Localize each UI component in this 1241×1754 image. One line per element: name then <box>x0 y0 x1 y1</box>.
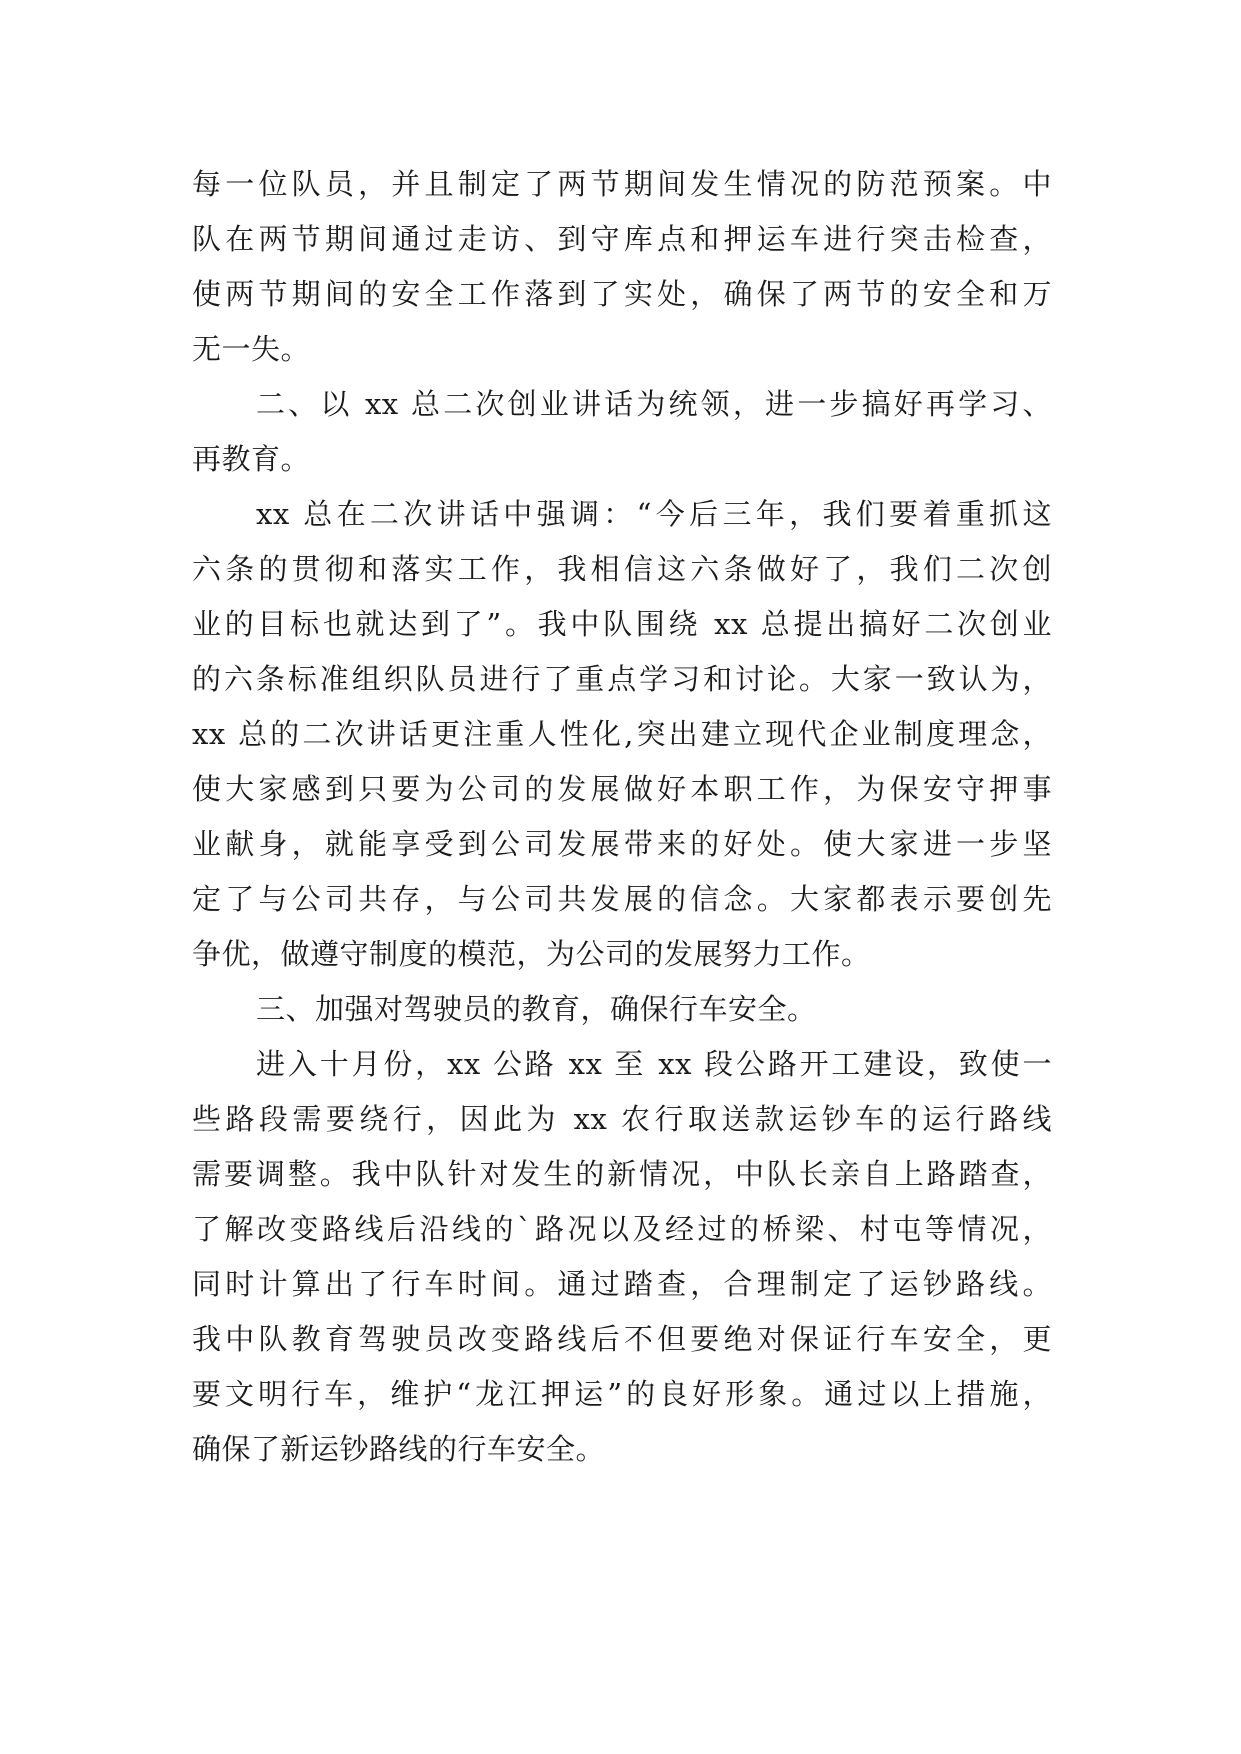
text-line: 业的目标也就达到了”。我中队围绕 xx 总提出搞好二次创业 <box>192 607 1052 641</box>
text-line: 无一失。 <box>192 332 311 366</box>
text-line: 需要调整。我中队针对发生的新情况，中队长亲自上路踏查， <box>192 1157 1052 1191</box>
text-line: 队在两节期间通过走访、到守库点和押运车进行突击检查， <box>192 222 1052 256</box>
text-line: xx 总在二次讲话中强调：“今后三年，我们要着重抓这 <box>256 497 1052 531</box>
text-line: xx 总的二次讲话更注重人性化,突出建立现代企业制度理念， <box>192 717 1052 751</box>
text-line: 些路段需要绕行，因此为 xx 农行取送款运钞车的运行路线 <box>192 1102 1052 1136</box>
text-line: 每一位队员，并且制定了两节期间发生情况的防范预案。中 <box>192 167 1052 201</box>
text-line: 定了与公司共存，与公司共发展的信念。大家都表示要创先 <box>192 882 1052 916</box>
text-line: 的六条标准组织队员进行了重点学习和讨论。大家一致认为， <box>192 662 1052 696</box>
text-line: 同时计算出了行车时间。通过踏查，合理制定了运钞路线。 <box>192 1267 1052 1301</box>
text-line: 六条的贯彻和落实工作，我相信这六条做好了，我们二次创 <box>192 552 1052 586</box>
text-line: 确保了新运钞路线的行车安全。 <box>192 1432 606 1466</box>
text-line: 使大家感到只要为公司的发展做好本职工作，为保安守押事 <box>192 772 1052 806</box>
text-line: 使两节期间的安全工作落到了实处，确保了两节的安全和万 <box>192 277 1052 311</box>
text-line: 进入十月份，xx 公路 xx 至 xx 段公路开工建设，致使一 <box>256 1047 1052 1081</box>
text-line: 了解改变路线后沿线的`路况以及经过的桥梁、村屯等情况， <box>192 1212 1052 1246</box>
section-heading-2: 二、以 xx 总二次创业讲话为统领，进一步搞好再学习、 <box>256 387 1052 421</box>
section-heading-3: 三、加强对驾驶员的教育，确保行车安全。 <box>256 992 817 1026</box>
section-heading-2-continued: 再教育。 <box>192 442 311 476</box>
text-line: 争优，做遵守制度的模范，为公司的发展努力工作。 <box>192 937 871 971</box>
document-body <box>192 157 1052 1477</box>
text-line: 业献身，就能享受到公司发展带来的好处。使大家进一步坚 <box>192 827 1052 861</box>
text-line: 我中队教育驾驶员改变路线后不但要绝对保证行车安全，更 <box>192 1322 1052 1356</box>
text-line: 要文明行车，维护“龙江押运”的良好形象。通过以上措施， <box>192 1377 1052 1411</box>
